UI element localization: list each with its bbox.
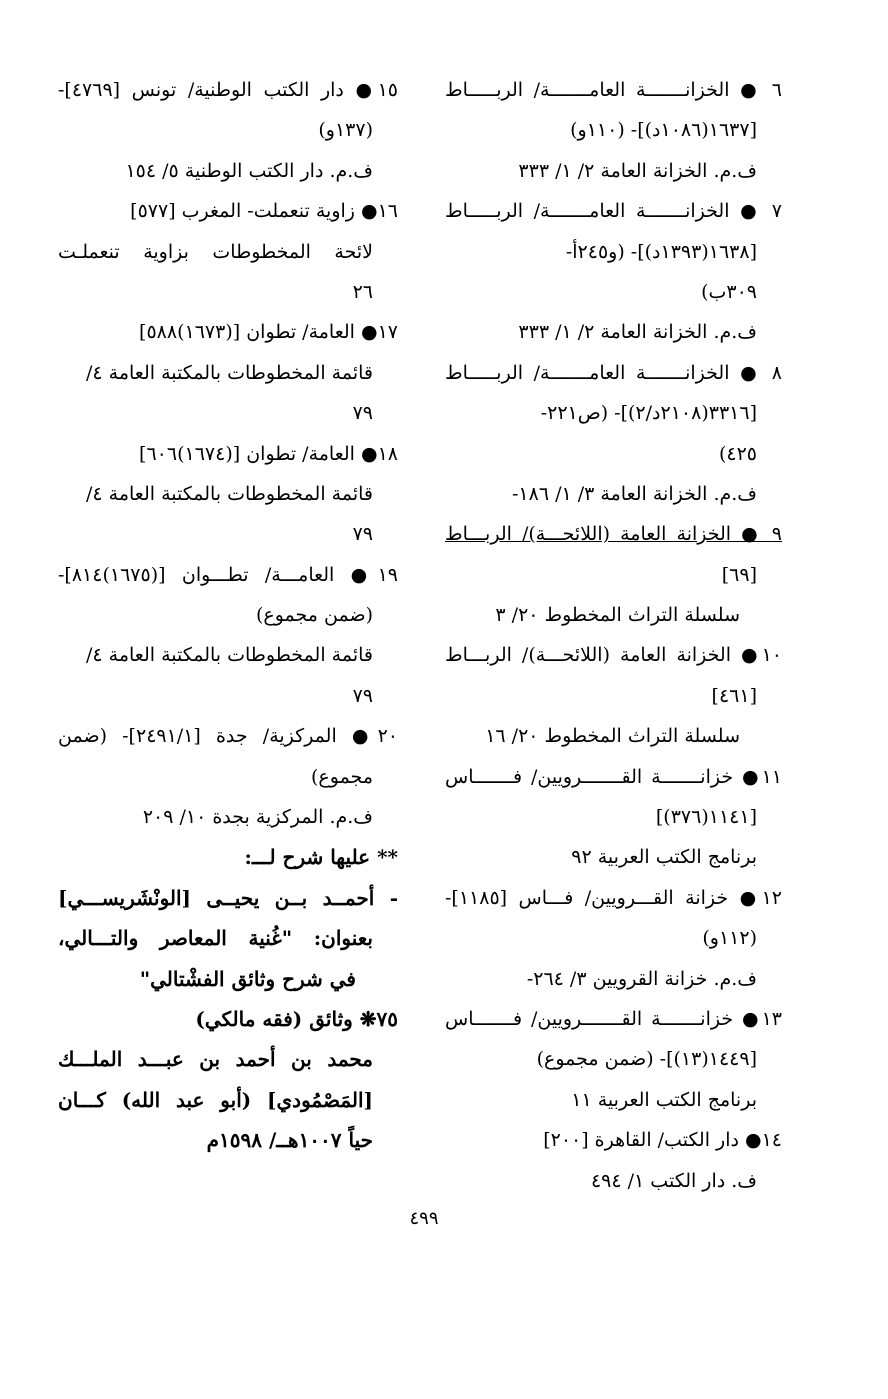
catalog-line: ٧٥❋ وثائق (فقه مالكي) (195, 1006, 398, 1031)
catalog-line: (١١٢و) (702, 927, 757, 950)
catalog-line: ٦ ● الخزانـــــــة العامـــــــة/ الربـــــاط (445, 79, 782, 101)
catalog-line: في شرح وثائق الفشْتالي" (139, 966, 356, 991)
catalog-line: حياً ١٠٠٧هــ/ ١٥٩٨م (206, 1128, 373, 1153)
catalog-line: ٢٠● المركزية/ جدة [٢٤٩١/١]- (ضمن (58, 725, 398, 748)
catalog-line: [٤٦١] (711, 684, 757, 707)
catalog-line: ف.م. الخزانة العامة ٢/ ١/ ٣٣٣ (518, 321, 757, 344)
catalog-line: ٢٦ (352, 280, 373, 303)
catalog-line: ١١● خزانـــــــة القـــــــرويين/ فـــــــاس (445, 765, 782, 788)
catalog-line: لائحة المخطوطات بزاوية تنعملـت (58, 240, 373, 263)
catalog-line: بعنوان: "غُنية المعاصر والتـــالي، (58, 926, 373, 951)
catalog-line: (ضمن مجموع) (255, 604, 373, 627)
catalog-line: ف.م. دار الكتب الوطنية ٥/ ١٥٤ (125, 159, 373, 182)
page-number: ٤٩٩ (409, 1208, 439, 1229)
catalog-line: ١٧● العامة/ تطوان [(١٦٧٣)٥٨٨] (139, 321, 398, 344)
catalog-line: قائمة المخطوطات بالمكتبة العامة ٤/ (85, 361, 373, 384)
catalog-line: ١٥● دار الكتب الوطنية/ تونس [٤٧٦٩]- (58, 79, 398, 101)
catalog-line: [١٦٣٨(١٣٩٣د)]- (و٢٤٥أ- (565, 240, 757, 263)
catalog-line: ١٩● العامـــة/ تطـــوان [(١٦٧٥)٨١٤]- (58, 563, 398, 586)
catalog-line: ف.م. المركزية بجدة ١٠/ ٢٠٩ (142, 806, 373, 829)
catalog-line: مجموع) (311, 765, 373, 788)
catalog-line: [١٤٤٩(١٣)]- (ضمن مجموع) (536, 1048, 757, 1071)
catalog-line: ف.م. خزانة القرويين ٣/ ٢٦٤- (526, 967, 757, 990)
catalog-line: [١٦٣٧(١٠٨٦د)]- (١١٠و) (570, 119, 757, 142)
catalog-line: ٣٠٩ب) (701, 280, 757, 303)
catalog-line: [٦٩] (721, 563, 757, 586)
catalog-line: ٩ ● الخزانة العامة (اللائحـــة)/ الربـــاط (445, 523, 782, 546)
catalog-line: ٧٩ (352, 402, 373, 425)
catalog-line: ٧٩ (352, 523, 373, 546)
catalog-line: ٤٢٥) (718, 442, 757, 465)
catalog-line: قائمة المخطوطات بالمكتبة العامة ٤/ (85, 482, 373, 505)
catalog-line: ف.م. الخزانة العامة ٢/ ١/ ٣٣٣ (518, 159, 757, 182)
catalog-line: محمد بن أحمد بن عبـــد الملـــك (58, 1047, 373, 1072)
catalog-line: ١٦● زاوية تنعملت- المغرب [٥٧٧] (130, 200, 398, 223)
catalog-line: ٧٩ (352, 684, 373, 707)
catalog-line: سلسلة التراث المخطوط ٢٠/ ٣ (495, 604, 740, 627)
catalog-line: ٧ ● الخزانـــــــة العامـــــــة/ الربـــــاط (445, 200, 782, 223)
right-column (445, 70, 782, 1201)
catalog-line: [١١٤١(٣٧٦)] (655, 806, 757, 829)
catalog-line: ٨ ● الخزانـــــــة العامـــــــة/ الربـــــاط (445, 361, 782, 384)
catalog-line: ف.م. الخزانة العامة ٣/ ١/ ١٨٦- (511, 482, 757, 505)
catalog-line: ١٨● العامة/ تطوان [(١٦٧٤)٦٠٦] (139, 442, 398, 465)
left-column (58, 70, 398, 1161)
catalog-line: - أحمــد بــن يحيــى [الونْشَريســـي] (58, 885, 398, 910)
catalog-line: ١٢● خزانة القـــرويين/ فـــاس [١١٨٥]- (445, 886, 782, 909)
catalog-line: قائمة المخطوطات بالمكتبة العامة ٤/ (85, 644, 373, 667)
catalog-line: ١٠● الخزانة العامة (اللائحـــة)/ الربـــاط (445, 644, 782, 667)
catalog-line: [المَصْمُودي] (أبو عبد الله) كـــان (58, 1087, 373, 1112)
catalog-line: ف. دار الكتب ١/ ٤٩٤ (590, 1169, 757, 1192)
catalog-line: ١٤● دار الكتب/ القاهرة [٢٠٠] (543, 1129, 782, 1152)
catalog-line: سلسلة التراث المخطوط ٢٠/ ١٦ (485, 725, 740, 748)
catalog-line: (١٣٧و) (318, 119, 373, 142)
catalog-line: برنامج الكتب العربية ٩٢ (571, 846, 757, 869)
catalog-line: برنامج الكتب العربية ١١ (571, 1088, 757, 1111)
catalog-line: ١٣● خزانـــــــة القـــــــرويين/ فـــــــاس (445, 1007, 782, 1030)
catalog-line: [٣٣١٦(٢١٠٨د/٢)]- (ص٢٢١- (540, 402, 757, 425)
catalog-line: ** عليها شرح لـــ: (244, 845, 398, 870)
